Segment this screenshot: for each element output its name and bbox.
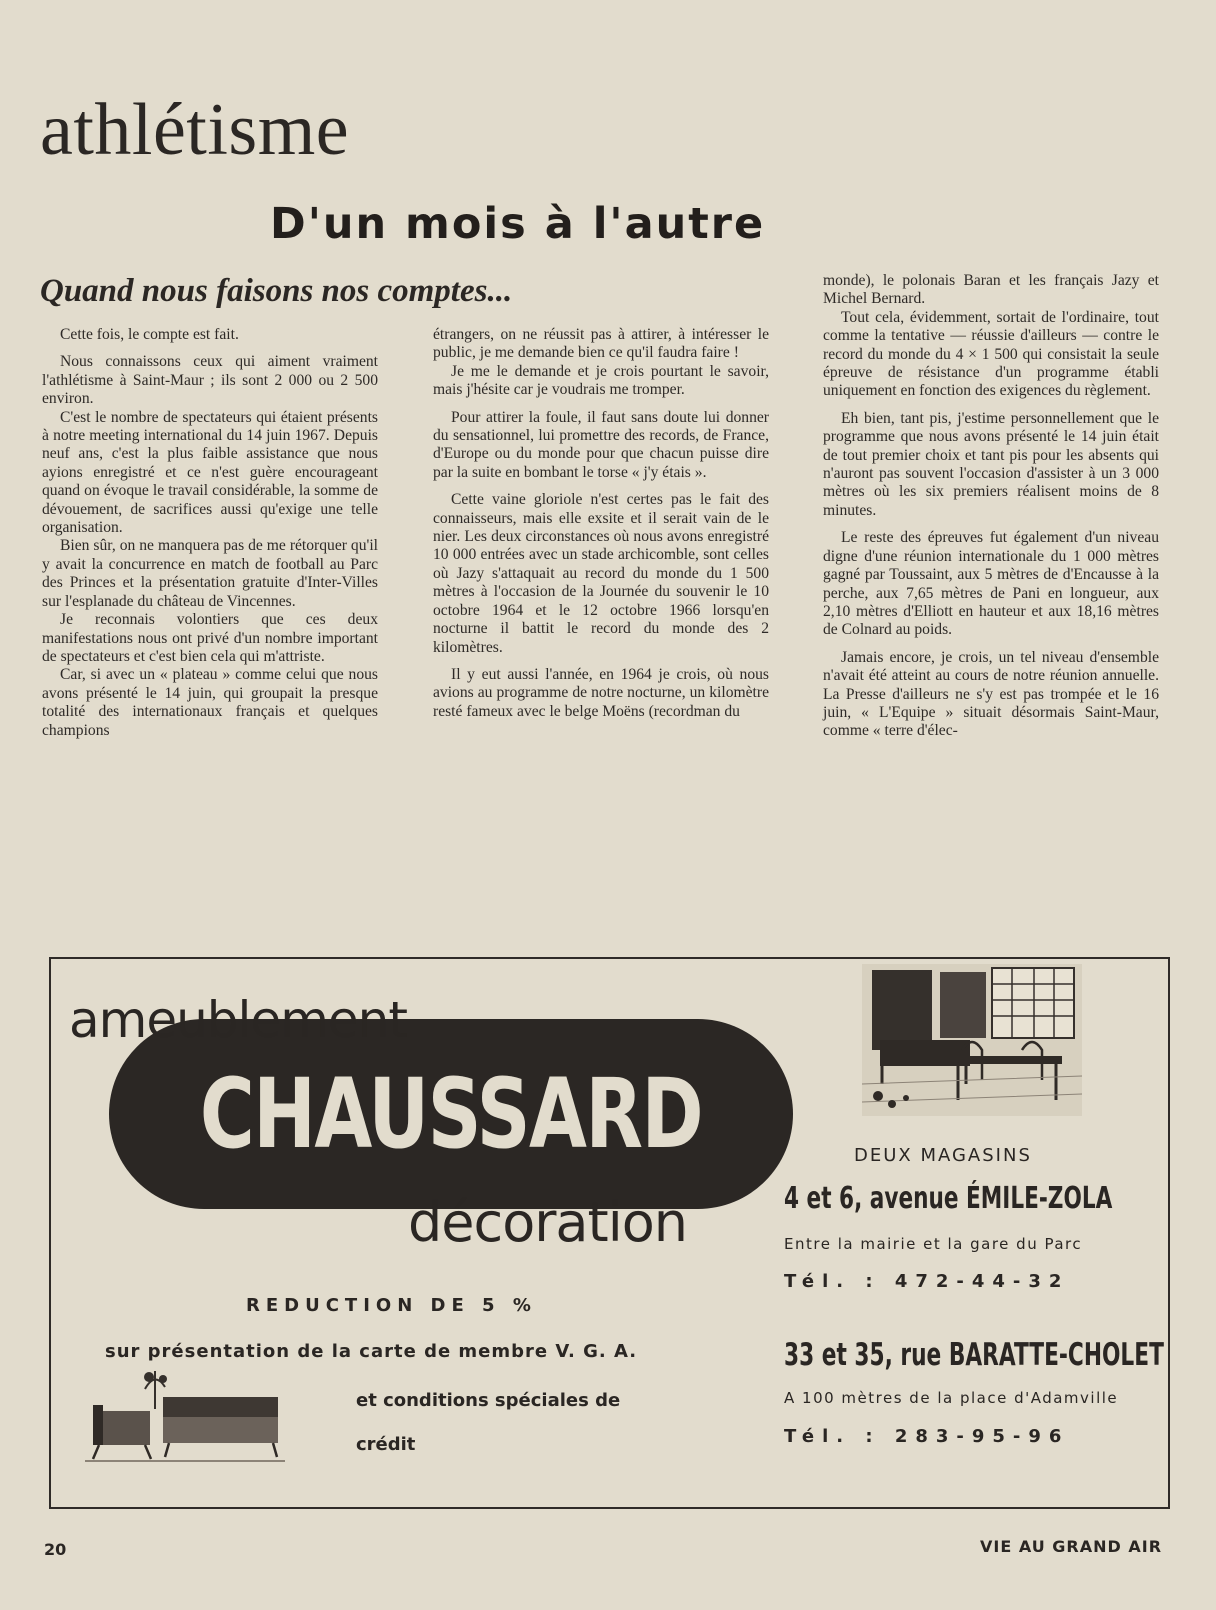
paragraph: Bien sûr, on ne manquera pas de me rétorquer qu'il y avait la concurrence en match de football au Parc des Princes et la présentation gratuite d'Inter-Villes sur l'esplanade du château de Vincennes.	[42, 537, 378, 610]
ad-line-decoration: décoration	[408, 1191, 687, 1254]
paragraph: Cette fois, le compte est fait.	[60, 326, 239, 343]
brand-name: CHAUSSARD	[199, 1058, 703, 1170]
paragraph: Cette vaine gloriole n'est certes pas le fait des connaisseurs, mais elle exsite et il serait vain de le nier. Les deux circonstances où nous avons enregistré 10 000 entrées avec un stade archicomble, sont celles où Jazy s'attaquait au record du monde du 1 500 mètres à l'occasion de la Journée du souvenir le 10 octobre 1964 et le 12 octobre 1966 lorsqu'en nocturne il battit le record du monde des 2 kilomètres.	[433, 491, 769, 656]
paragraph: Je reconnais volontiers que ces deux manifestations nous ont privé d'un nombre important de spectateurs et c'est bien cela qui m'attriste.	[42, 611, 378, 665]
headline: D'un mois à l'autre	[270, 199, 766, 249]
conditions-line: et conditions spéciales de crédit	[356, 1390, 621, 1455]
page-number: 20	[44, 1540, 67, 1559]
article-column-3	[823, 272, 1159, 741]
article-title: Quand nous faisons nos comptes...	[40, 273, 513, 309]
article-column-2	[433, 326, 769, 721]
store2-address: 33 et 35, rue BARATTE-CHOLET	[784, 1337, 1164, 1373]
advertisement	[49, 957, 1170, 1509]
paragraph: Jamais encore, je crois, un tel niveau d'ensemble n'avait été atteint au cours de notre réunion annuelle. La Presse d'ailleurs ne s'y est pas trompée et le 16 juin, « L'Equipe » situait désormais Saint-Maur, comme « terre d'élec-	[823, 648, 1159, 740]
store1-phone: Tél. : 472-44-32	[784, 1271, 1070, 1292]
sofa-illustration	[85, 1369, 285, 1464]
deux-magasins-label: DEUX MAGASINS	[854, 1145, 1032, 1166]
section-title: athlétisme	[40, 89, 350, 171]
store2-note: A 100 mètres de la place d'Adamville	[784, 1389, 1119, 1407]
room-illustration	[862, 964, 1082, 1116]
paragraph: Car, si avec un « plateau » comme celui que nous avons présenté le 14 juin, qui groupait la presque totalité des internationaux français et quelques champions	[42, 666, 378, 739]
magazine-name: VIE AU GRAND AIR	[980, 1537, 1163, 1556]
paragraph: Je me le demande et je crois pourtant le savoir, mais j'hésite car je voudrais me tromper.	[433, 362, 769, 399]
paragraph: C'est le nombre de spectateurs qui étaient présents à notre meeting international du 14 juin 1967. Depuis neuf ans, c'est la plus faible assistance que nous ayions enregistré et ce n'est guère encourageant quand on évoque le travail considérable, la somme de dévouement, de sacrifices aussi qu'exige une telle organisation.	[42, 408, 378, 537]
paragraph: étrangers, on ne réussit pas à attirer, à intéresser le public, je me demande bien ce qu'il faudra faire !	[433, 326, 769, 362]
ad-line-ameublement: ameublement	[69, 991, 407, 1049]
paragraph: Nous connaissons ceux qui aiment vraiment l'athlétisme à Saint-Maur ; ils sont 2 000 ou 2 500 environ.	[42, 353, 378, 408]
article-column-1	[42, 326, 378, 740]
store2-phone: Tél. : 283-95-96	[784, 1426, 1070, 1447]
store1-note: Entre la mairie et la gare du Parc	[784, 1235, 1083, 1253]
reduction-label: REDUCTION DE 5 %	[246, 1295, 537, 1316]
paragraph: Le reste des épreuves fut également d'un niveau digne d'une réunion internationale du 1 000 mètres gagné par Toussaint, aux 5 mètres de d'Encausse à la perche, aux 7,65 mètres de Pani en longueur, aux 2,10 mètres d'Elliott en hauteur et aux 18,16 mètres de Colnard au poids.	[823, 529, 1159, 639]
paragraph: Eh bien, tant pis, j'estime personnellement que le programme que nous avons présenté le 14 juin était de tout premier choix et tant pis pour les absents qui n'auront pas souvent l'occasion d'assister à un 3 000 mètres où les six premiers réalisent moins de 8 minutes.	[823, 409, 1159, 519]
presentation-line: sur présentation de la carte de membre V. G. A.	[105, 1341, 638, 1362]
paragraph: Il y eut aussi l'année, en 1964 je crois, où nous avions au programme de notre nocturne, un kilomètre resté fameux avec le belge Moëns (recordman du	[433, 665, 769, 720]
store1-address: 4 et 6, avenue ÉMILE-ZOLA	[784, 1181, 1113, 1216]
paragraph: monde), le polonais Baran et les français Jazy et Michel Bernard.	[823, 272, 1159, 308]
paragraph: Pour attirer la foule, il faut sans doute lui donner du sensationnel, lui promettre des records, de France, d'Europe ou du monde pour que chacun puisse dire par la suite en bombant le torse « j'y étais ».	[433, 408, 769, 481]
paragraph: Tout cela, évidemment, sortait de l'ordinaire, tout comme la tentative — réussie d'ailleurs — contre le record du monde du 4 × 1 500 qui consistait la seule épreuve de résistance d'un programme établi uniquement en fonction des exigences du règlement.	[823, 308, 1159, 400]
